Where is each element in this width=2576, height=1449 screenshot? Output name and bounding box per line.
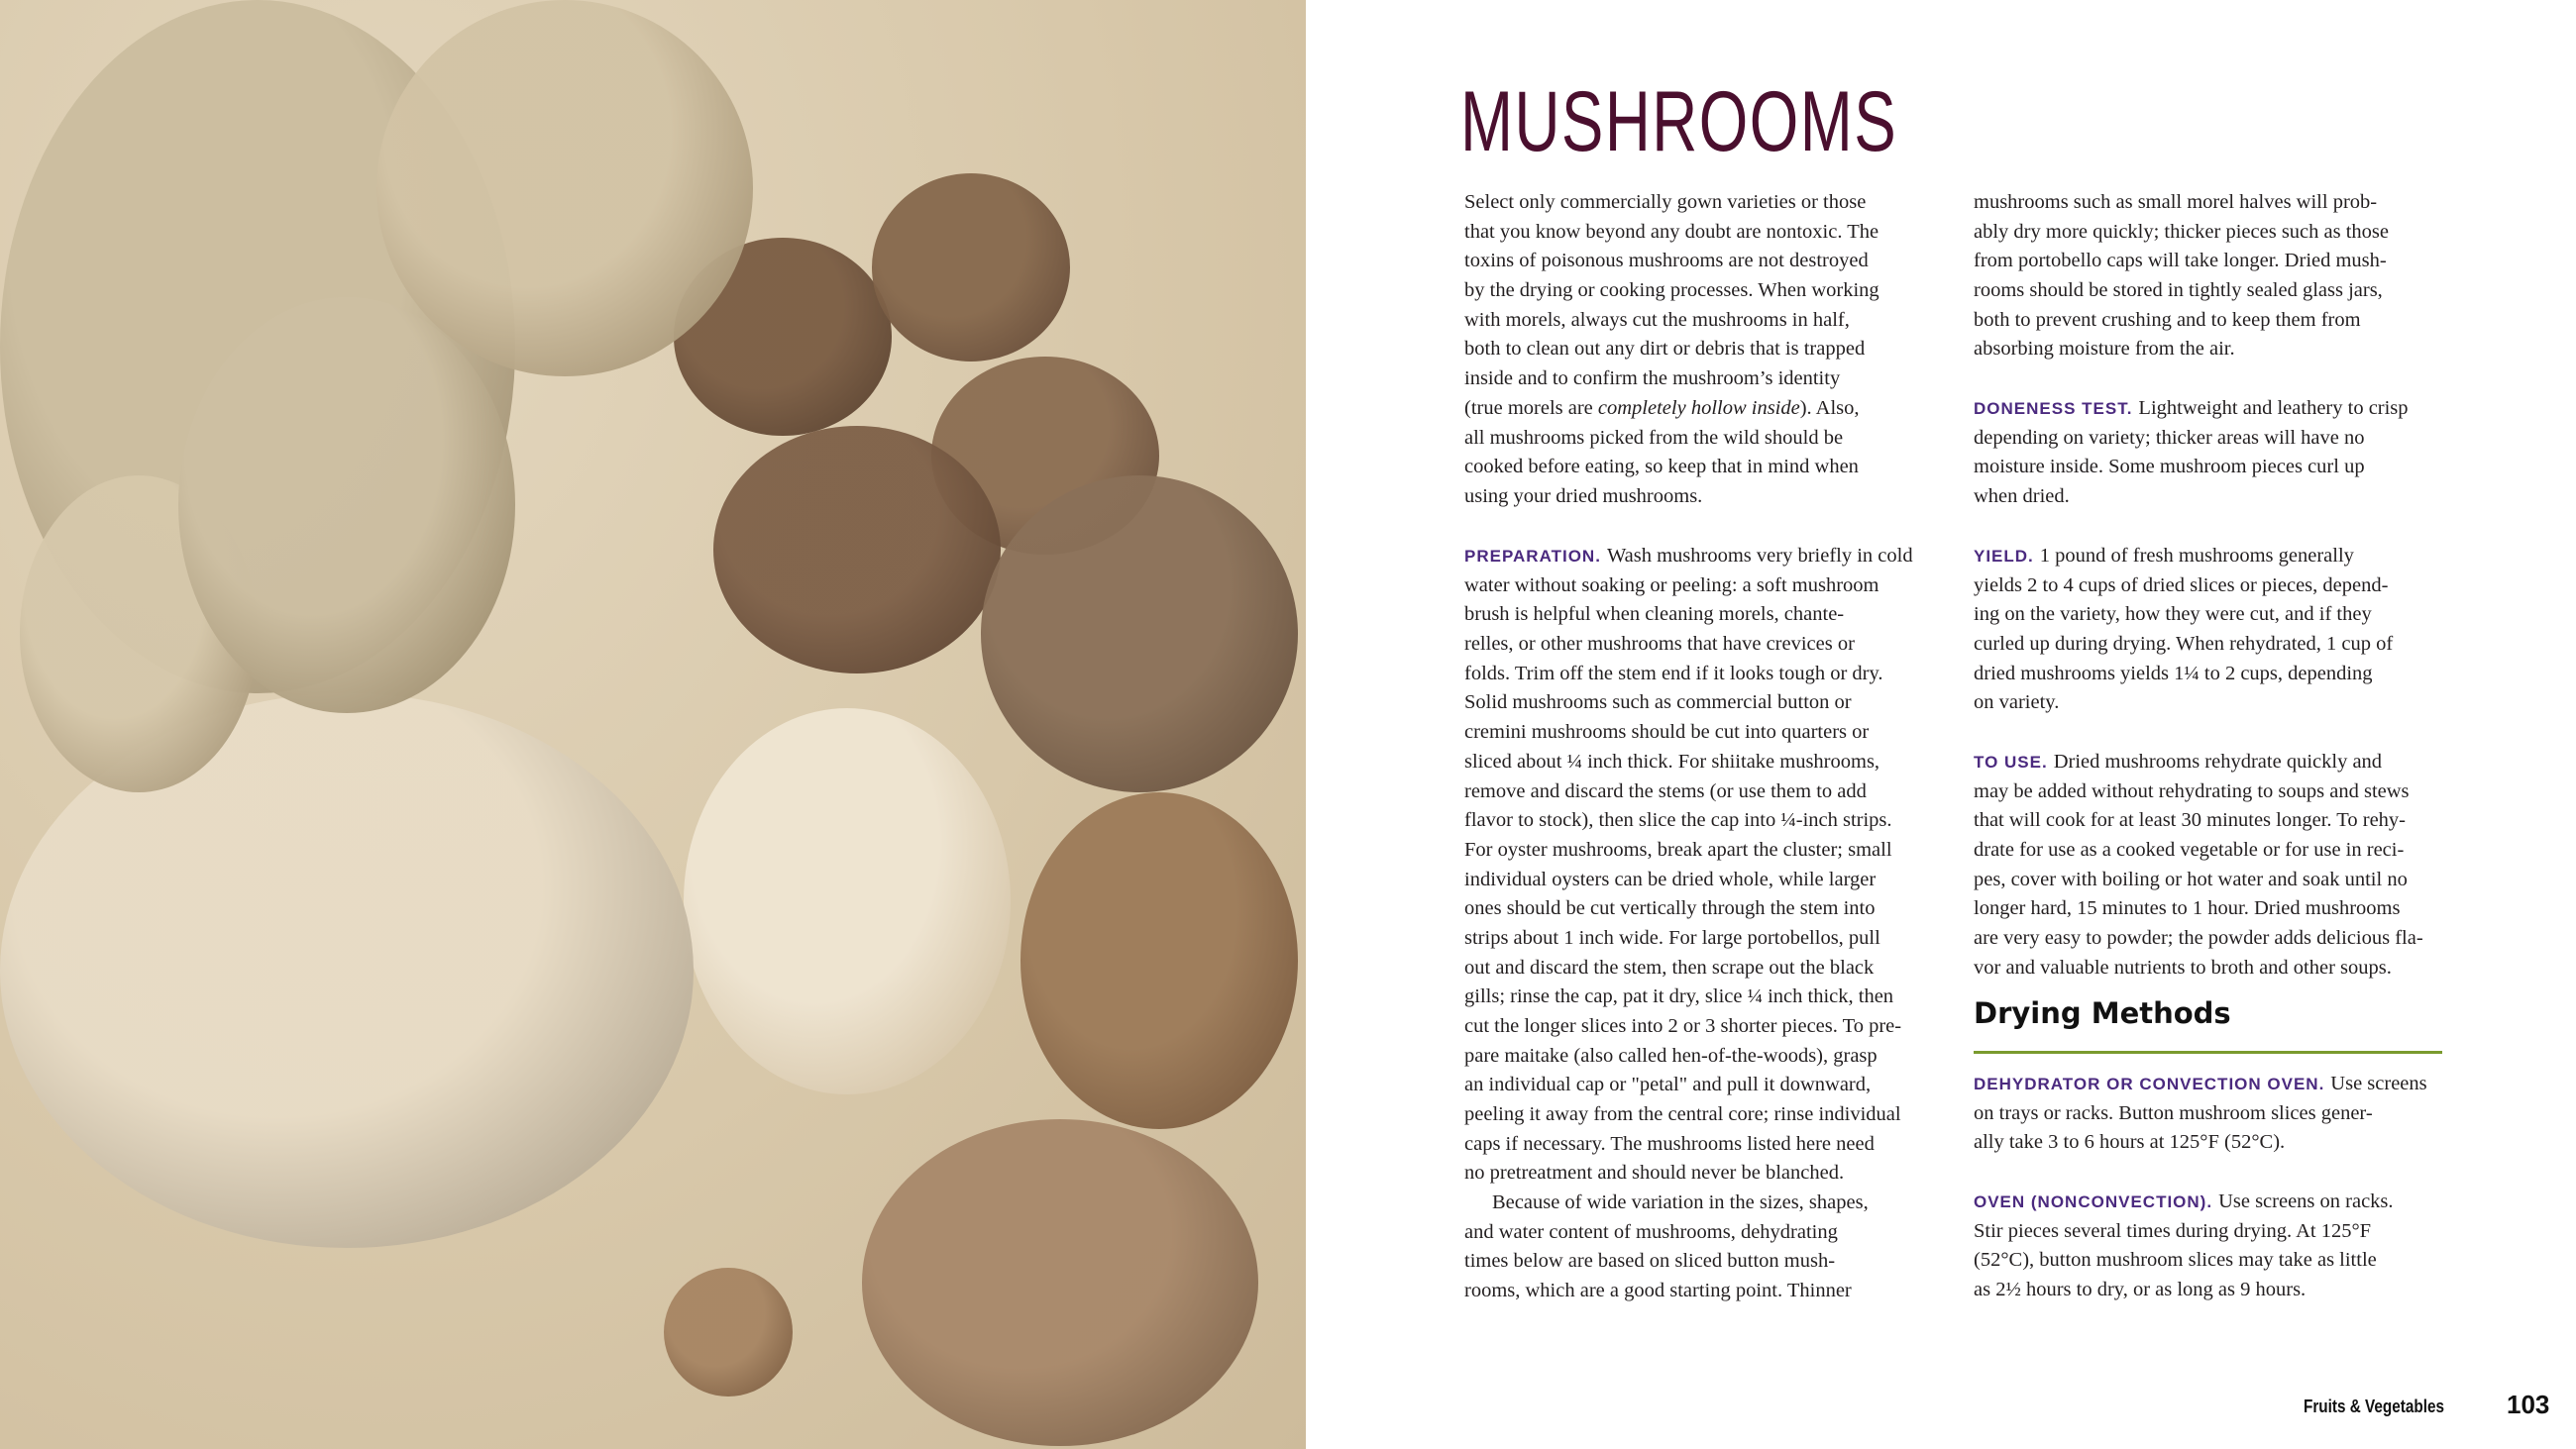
- text-segment: cut the longer slices into 2 or 3 shorter pieces. To pre-: [1464, 1015, 1902, 1037]
- text-segment: Solid mushrooms such as commercial button or: [1464, 691, 1852, 714]
- text-segment: (true morels are: [1464, 396, 1598, 419]
- text-segment: an individual cap or "petal" and pull it downward,: [1464, 1074, 1872, 1096]
- text-line: [1464, 424, 1879, 454]
- to-use-paragraph: [1974, 748, 2423, 983]
- text-segment: ally take 3 to 6 hours at 125°F (52°C).: [1974, 1131, 2286, 1154]
- text-line: [1974, 688, 2393, 718]
- text-segment: when dried.: [1974, 485, 2070, 508]
- text-line: [1464, 542, 1913, 571]
- intro-paragraph: [1464, 188, 1879, 512]
- text-line: [1464, 1130, 1913, 1160]
- text-line: [1464, 777, 1913, 807]
- text-line: [1974, 1188, 2394, 1217]
- text-segment: Select only commercially gown varieties or those: [1464, 191, 1867, 213]
- text-segment: Lightweight and leathery to crisp: [2138, 397, 2409, 419]
- text-segment: longer hard, 15 minutes to 1 hour. Dried mushrooms: [1974, 897, 2401, 920]
- text-segment: Use screens on racks.: [2218, 1190, 2394, 1212]
- text-segment: moisture inside. Some mushroom pieces curl up: [1974, 456, 2365, 478]
- text-segment: as 2½ hours to dry, or as long as 9 hours.: [1974, 1279, 2307, 1301]
- text-segment: flavor to stock), then slice the cap into ¼-inch strips.: [1464, 809, 1892, 832]
- run-in-heading: DEHYDRATOR OR CONVECTION OVEN.: [1974, 1075, 2325, 1093]
- oven-paragraph: [1974, 1188, 2394, 1305]
- text-line: [1464, 571, 1913, 601]
- section-divider: [1974, 1051, 2442, 1054]
- text-line: [1974, 276, 2389, 306]
- text-line: [1974, 1246, 2394, 1276]
- text-segment: ably dry more quickly; thicker pieces such as those: [1974, 220, 2389, 243]
- text-line: [1464, 276, 1879, 306]
- mushroom-shape: [1020, 792, 1298, 1129]
- text-segment: and water content of mushrooms, dehydrating: [1464, 1220, 1838, 1243]
- text-line: [1974, 306, 2389, 336]
- text-line: [1464, 866, 1913, 895]
- text-line: [1464, 1218, 1869, 1248]
- mushroom-shape: [872, 173, 1070, 362]
- text-line: [1464, 1247, 1869, 1277]
- text-line: [1974, 660, 2393, 689]
- text-segment: yields 2 to 4 cups of dried slices or pieces, depend-: [1974, 573, 2389, 596]
- text-line: [1464, 836, 1913, 866]
- text-line: [1464, 364, 1879, 394]
- text-segment: Stir pieces several times during drying. At 125°F: [1974, 1219, 2372, 1242]
- text-segment: strips about 1 inch wide. For large portobellos, pull: [1464, 926, 1880, 949]
- text-segment: on trays or racks. Button mushroom slices gener-: [1974, 1101, 2373, 1124]
- text-line: [1464, 894, 1913, 924]
- text-segment: may be added without rehydrating to soups and stews: [1974, 779, 2410, 802]
- run-in-heading: PREPARATION.: [1464, 547, 1601, 566]
- text-line: [1974, 542, 2393, 571]
- storage-paragraph: [1974, 188, 2389, 364]
- text-segment: folds. Trim off the stem end if it looks tough or dry.: [1464, 662, 1883, 684]
- run-in-heading: YIELD.: [1974, 547, 2034, 566]
- text-line: [1464, 1159, 1913, 1189]
- text-line: [1974, 1070, 2427, 1099]
- run-in-heading: OVEN (NONCONVECTION).: [1974, 1192, 2213, 1211]
- text-segment: curled up during drying. When rehydrated, 1 cup of: [1974, 633, 2394, 656]
- text-segment: by the drying or cooking processes. When working: [1464, 279, 1879, 302]
- text-segment: depending on variety; thicker areas will have no: [1974, 426, 2365, 449]
- text-line: [1464, 306, 1879, 336]
- mushroom-shape: [664, 1268, 793, 1397]
- text-segment: For oyster mushrooms, break apart the cluster; small: [1464, 838, 1892, 861]
- text-segment: relles, or other mushrooms that have crevices or: [1464, 633, 1855, 656]
- text-line: [1464, 394, 1879, 424]
- text-line: [1464, 1277, 1869, 1306]
- text-segment: cooked before eating, so keep that in mind when: [1464, 456, 1859, 478]
- text-segment: times below are based on sliced button mush-: [1464, 1250, 1836, 1273]
- text-line: [1464, 1012, 1913, 1042]
- text-segment: both to prevent crushing and to keep them from: [1974, 308, 2361, 331]
- text-line: [1974, 335, 2389, 364]
- text-segment: peeling it away from the central core; rinse individual: [1464, 1103, 1901, 1126]
- text-segment: on variety.: [1974, 691, 2060, 714]
- text-segment: inside and to confirm the mushroom’s identity: [1464, 367, 1841, 390]
- text-segment: drate for use as a cooked vegetable or for use in reci-: [1974, 839, 2405, 862]
- yield-paragraph: [1974, 542, 2393, 718]
- text-line: [1974, 424, 2409, 454]
- text-line: [1464, 1042, 1913, 1072]
- text-segment: out and discard the stem, then scrape out the black: [1464, 956, 1875, 979]
- text-segment: ). Also,: [1799, 396, 1860, 419]
- text-line: [1974, 247, 2389, 276]
- text-segment: all mushrooms picked from the wild should be: [1464, 426, 1844, 449]
- text-line: [1974, 924, 2423, 954]
- text-line: [1464, 688, 1913, 718]
- drying-methods-heading: Drying Methods: [1974, 996, 2231, 1030]
- text-line: [1464, 1100, 1913, 1130]
- text-line: [1974, 188, 2389, 218]
- text-segment: remove and discard the stems (or use them to add: [1464, 779, 1867, 802]
- text-line: [1464, 600, 1913, 630]
- text-line: [1464, 247, 1879, 276]
- text-line: [1464, 335, 1879, 364]
- text-line: [1464, 630, 1913, 660]
- text-line: [1464, 453, 1879, 482]
- mushroom-shape: [376, 0, 753, 376]
- text-segment: both to clean out any dirt or debris that is trapped: [1464, 338, 1866, 361]
- text-line: [1464, 983, 1913, 1012]
- mushroom-shape: [178, 297, 515, 713]
- text-segment: ones should be cut vertically through the stem into: [1464, 897, 1876, 920]
- text-line: [1464, 218, 1879, 248]
- dehydrator-paragraph: [1974, 1070, 2427, 1158]
- text-segment: vor and valuable nutrients to broth and other soups.: [1974, 956, 2392, 979]
- text-line: [1974, 482, 2409, 512]
- variation-paragraph: [1464, 1189, 1869, 1306]
- text-segment: from portobello caps will take longer. Dried mush-: [1974, 250, 2387, 272]
- mushroom-shape: [684, 708, 1011, 1094]
- text-line: [1464, 748, 1913, 777]
- text-line: [1464, 806, 1913, 836]
- text-segment: pare maitake (also called hen-of-the-woods), grasp: [1464, 1044, 1878, 1067]
- run-in-heading: TO USE.: [1974, 753, 2048, 772]
- text-segment: pes, cover with boiling or hot water and soak until no: [1974, 868, 2408, 890]
- text-line: [1464, 718, 1913, 748]
- text-segment: 1 pound of fresh mushrooms generally: [2039, 545, 2354, 567]
- text-line: [1974, 571, 2393, 601]
- text-segment: cremini mushrooms should be cut into quarters or: [1464, 721, 1870, 744]
- italic-text: completely hollow inside: [1597, 396, 1800, 419]
- mushroom-shape: [862, 1119, 1258, 1446]
- text-segment: Because of wide variation in the sizes, shapes,: [1492, 1191, 1869, 1213]
- text-segment: absorbing moisture from the air.: [1974, 338, 2235, 361]
- text-segment: individual oysters can be dried whole, while larger: [1464, 868, 1877, 890]
- text-line: [1974, 394, 2409, 424]
- text-segment: are very easy to powder; the powder adds delicious fla-: [1974, 927, 2423, 950]
- text-segment: that will cook for at least 30 minutes longer. To rehy-: [1974, 809, 2406, 832]
- text-segment: (52°C), button mushroom slices may take as little: [1974, 1249, 2377, 1272]
- footer-section: Fruits & Vegetables: [2304, 1397, 2445, 1416]
- text-line: [1974, 1128, 2427, 1158]
- text-line: [1464, 954, 1913, 983]
- text-segment: Dried mushrooms rehydrate quickly and: [2053, 751, 2383, 773]
- text-line: [1464, 482, 1879, 512]
- text-line: [1464, 1189, 1869, 1218]
- mushroom-shape: [713, 426, 1001, 673]
- text-segment: sliced about ¼ inch thick. For shiitake mushrooms,: [1464, 750, 1880, 773]
- mushroom-shape: [981, 475, 1298, 792]
- text-segment: gills; rinse the cap, pat it dry, slice ¼ inch thick, then: [1464, 985, 1894, 1008]
- text-line: [1464, 188, 1879, 218]
- text-segment: ing on the variety, how they were cut, and if they: [1974, 603, 2372, 626]
- text-line: [1974, 630, 2393, 660]
- text-segment: caps if necessary. The mushrooms listed here need: [1464, 1132, 1875, 1155]
- text-segment: Use screens: [2330, 1073, 2427, 1094]
- text-segment: rooms, which are a good starting point. Thinner: [1464, 1280, 1852, 1302]
- text-line: [1974, 453, 2409, 482]
- text-segment: dried mushrooms yields 1¼ to 2 cups, depending: [1974, 662, 2373, 684]
- text-segment: that you know beyond any doubt are nontoxic. The: [1464, 220, 1879, 243]
- text-segment: toxins of poisonous mushrooms are not destroyed: [1464, 250, 1869, 272]
- text-line: [1464, 1071, 1913, 1100]
- page-number: 103: [2507, 1390, 2550, 1419]
- preparation-paragraph: [1464, 542, 1913, 1189]
- page-title: MUSHROOMS: [1460, 74, 1898, 169]
- text-line: [1464, 924, 1913, 954]
- text-segment: brush is helpful when cleaning morels, chante-: [1464, 603, 1845, 626]
- text-segment: Wash mushrooms very briefly in cold: [1606, 545, 1913, 567]
- text-line: [1974, 748, 2423, 777]
- run-in-heading: DONENESS TEST.: [1974, 399, 2133, 418]
- text-line: [1974, 836, 2423, 866]
- text-line: [1974, 1276, 2394, 1305]
- text-line: [1974, 894, 2423, 924]
- text-line: [1464, 660, 1913, 689]
- text-line: [1974, 866, 2423, 895]
- doneness-paragraph: [1974, 394, 2409, 512]
- text-line: [1974, 806, 2423, 836]
- text-segment: mushrooms such as small morel halves will prob-: [1974, 191, 2378, 213]
- text-segment: rooms should be stored in tightly sealed glass jars,: [1974, 279, 2383, 302]
- text-line: [1974, 1217, 2394, 1247]
- text-segment: using your dried mushrooms.: [1464, 484, 1703, 507]
- text-segment: with morels, always cut the mushrooms in half,: [1464, 308, 1850, 331]
- text-segment: no pretreatment and should never be blanched.: [1464, 1162, 1845, 1185]
- text-line: [1974, 1099, 2427, 1129]
- text-line: [1974, 954, 2423, 983]
- text-line: [1974, 600, 2393, 630]
- text-line: [1974, 777, 2423, 807]
- text-line: [1974, 218, 2389, 248]
- text-segment: water without soaking or peeling: a soft mushroom: [1464, 573, 1879, 596]
